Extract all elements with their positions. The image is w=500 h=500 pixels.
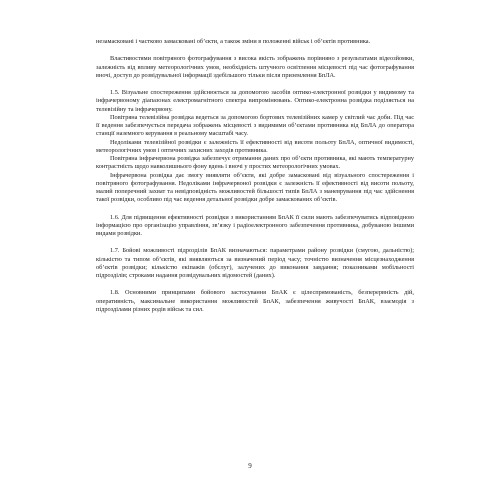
page-number: 9	[248, 462, 252, 470]
paragraph-1-7: 1.7. Бойові можливості підрозділів БпАК визначаються: параметрами району розвідки (смугою, дальністю); кількістю та типом об’єктів, які виявляються за визначений період часу; точністю визначення місцезнаходження об’єктів розвідки; кількістю екіпажів (обслуг), залучених до виконання завдання; показниками мобільності підрозділів; строками надання розвідувальних відомостей (даних).	[96, 247, 414, 279]
paragraph-continuation: незамасковані і частково замасковані об’єкти, а також зміни в положенні військ і об’єктів противника.	[96, 38, 371, 45]
paragraph-tv-reconnaissance: Повітряна телевізійна розвідка ведеться за допомогою бортових телевізійних камер у світлий час доби. Під час її ведення забезпечується передача зображень місцевості з видимими об’єктами противника від БпЛА до оператора станції наземного керування в реальному масштабі часу.	[96, 113, 414, 138]
paragraph-infrared-reconnaissance: Повітряна інфрачервона розвідка забезпечує отримання даних про об’єкти противника, які мають температурну контрастність щодо навколишнього фону вдень і вночі у простих метеорологічних умовах.	[96, 155, 414, 171]
paragraph-tv-drawbacks: Недоліками телевізійної розвідки є залежність її ефективності від висоти польоту БпЛА, оптичної видимості, метеорологічних умов і оптичних захисних заходів противника.	[96, 138, 414, 154]
paragraph-1-8: 1.8. Основними принципами бойового застосування БпАК є цілеспрямованість, безперервність дій, оперативність, максимальне використання можливостей БпАК, забезпечення живучості БпАК, взаємодія з підрозділами різних родів військ та сил.	[96, 289, 414, 313]
paragraph-1-5: 1.5. Візуальне спостереження здійснюється за допомогою засобів оптико-електронної розвідки у видимому та інфрачервоному діапазонах електромагнітного спектра випромінювань. Оптико-електронна розвідка поділяється на телевізійну та інфрачервону.	[96, 89, 414, 113]
paragraph-infrared-drawbacks: Інфрачервона розвідка дає змогу виявляти об’єкти, які добре замасковані від візуального спостереження і повітряного фотографування. Недоліками інфрачервоної розвідки є залежність її ефективності від висоти польоту, малий поперечний захват та невідповідність можливостей більшості типів БпЛА з маневрування під час здійснення такої розвідки, особливо під час ведення детальної розвідки добре замаскованих об’єктів.	[96, 171, 414, 204]
document-body	[96, 38, 414, 314]
paragraph-aerial-photography-properties: Властивостями повітряного фотографування з висока якість зображень порівняно з результатами відеозйомки, залежність від впливу метеорологічних умов, необхідність штучного освітлення місцевості під час фотографування вночі, доступ до розвідувальної інформації здебільшого тільки після приземлення БпЛА.	[96, 55, 414, 79]
paragraph-1-6: 1.6. Для підвищення ефективності розвідки з використанням БпАК її сили мають забезпечуватись відповідною інформацією про організацію управління, зв’язку і радіоелектронного забезпечення противника, добуваною іншими видами розвідки.	[96, 213, 414, 237]
